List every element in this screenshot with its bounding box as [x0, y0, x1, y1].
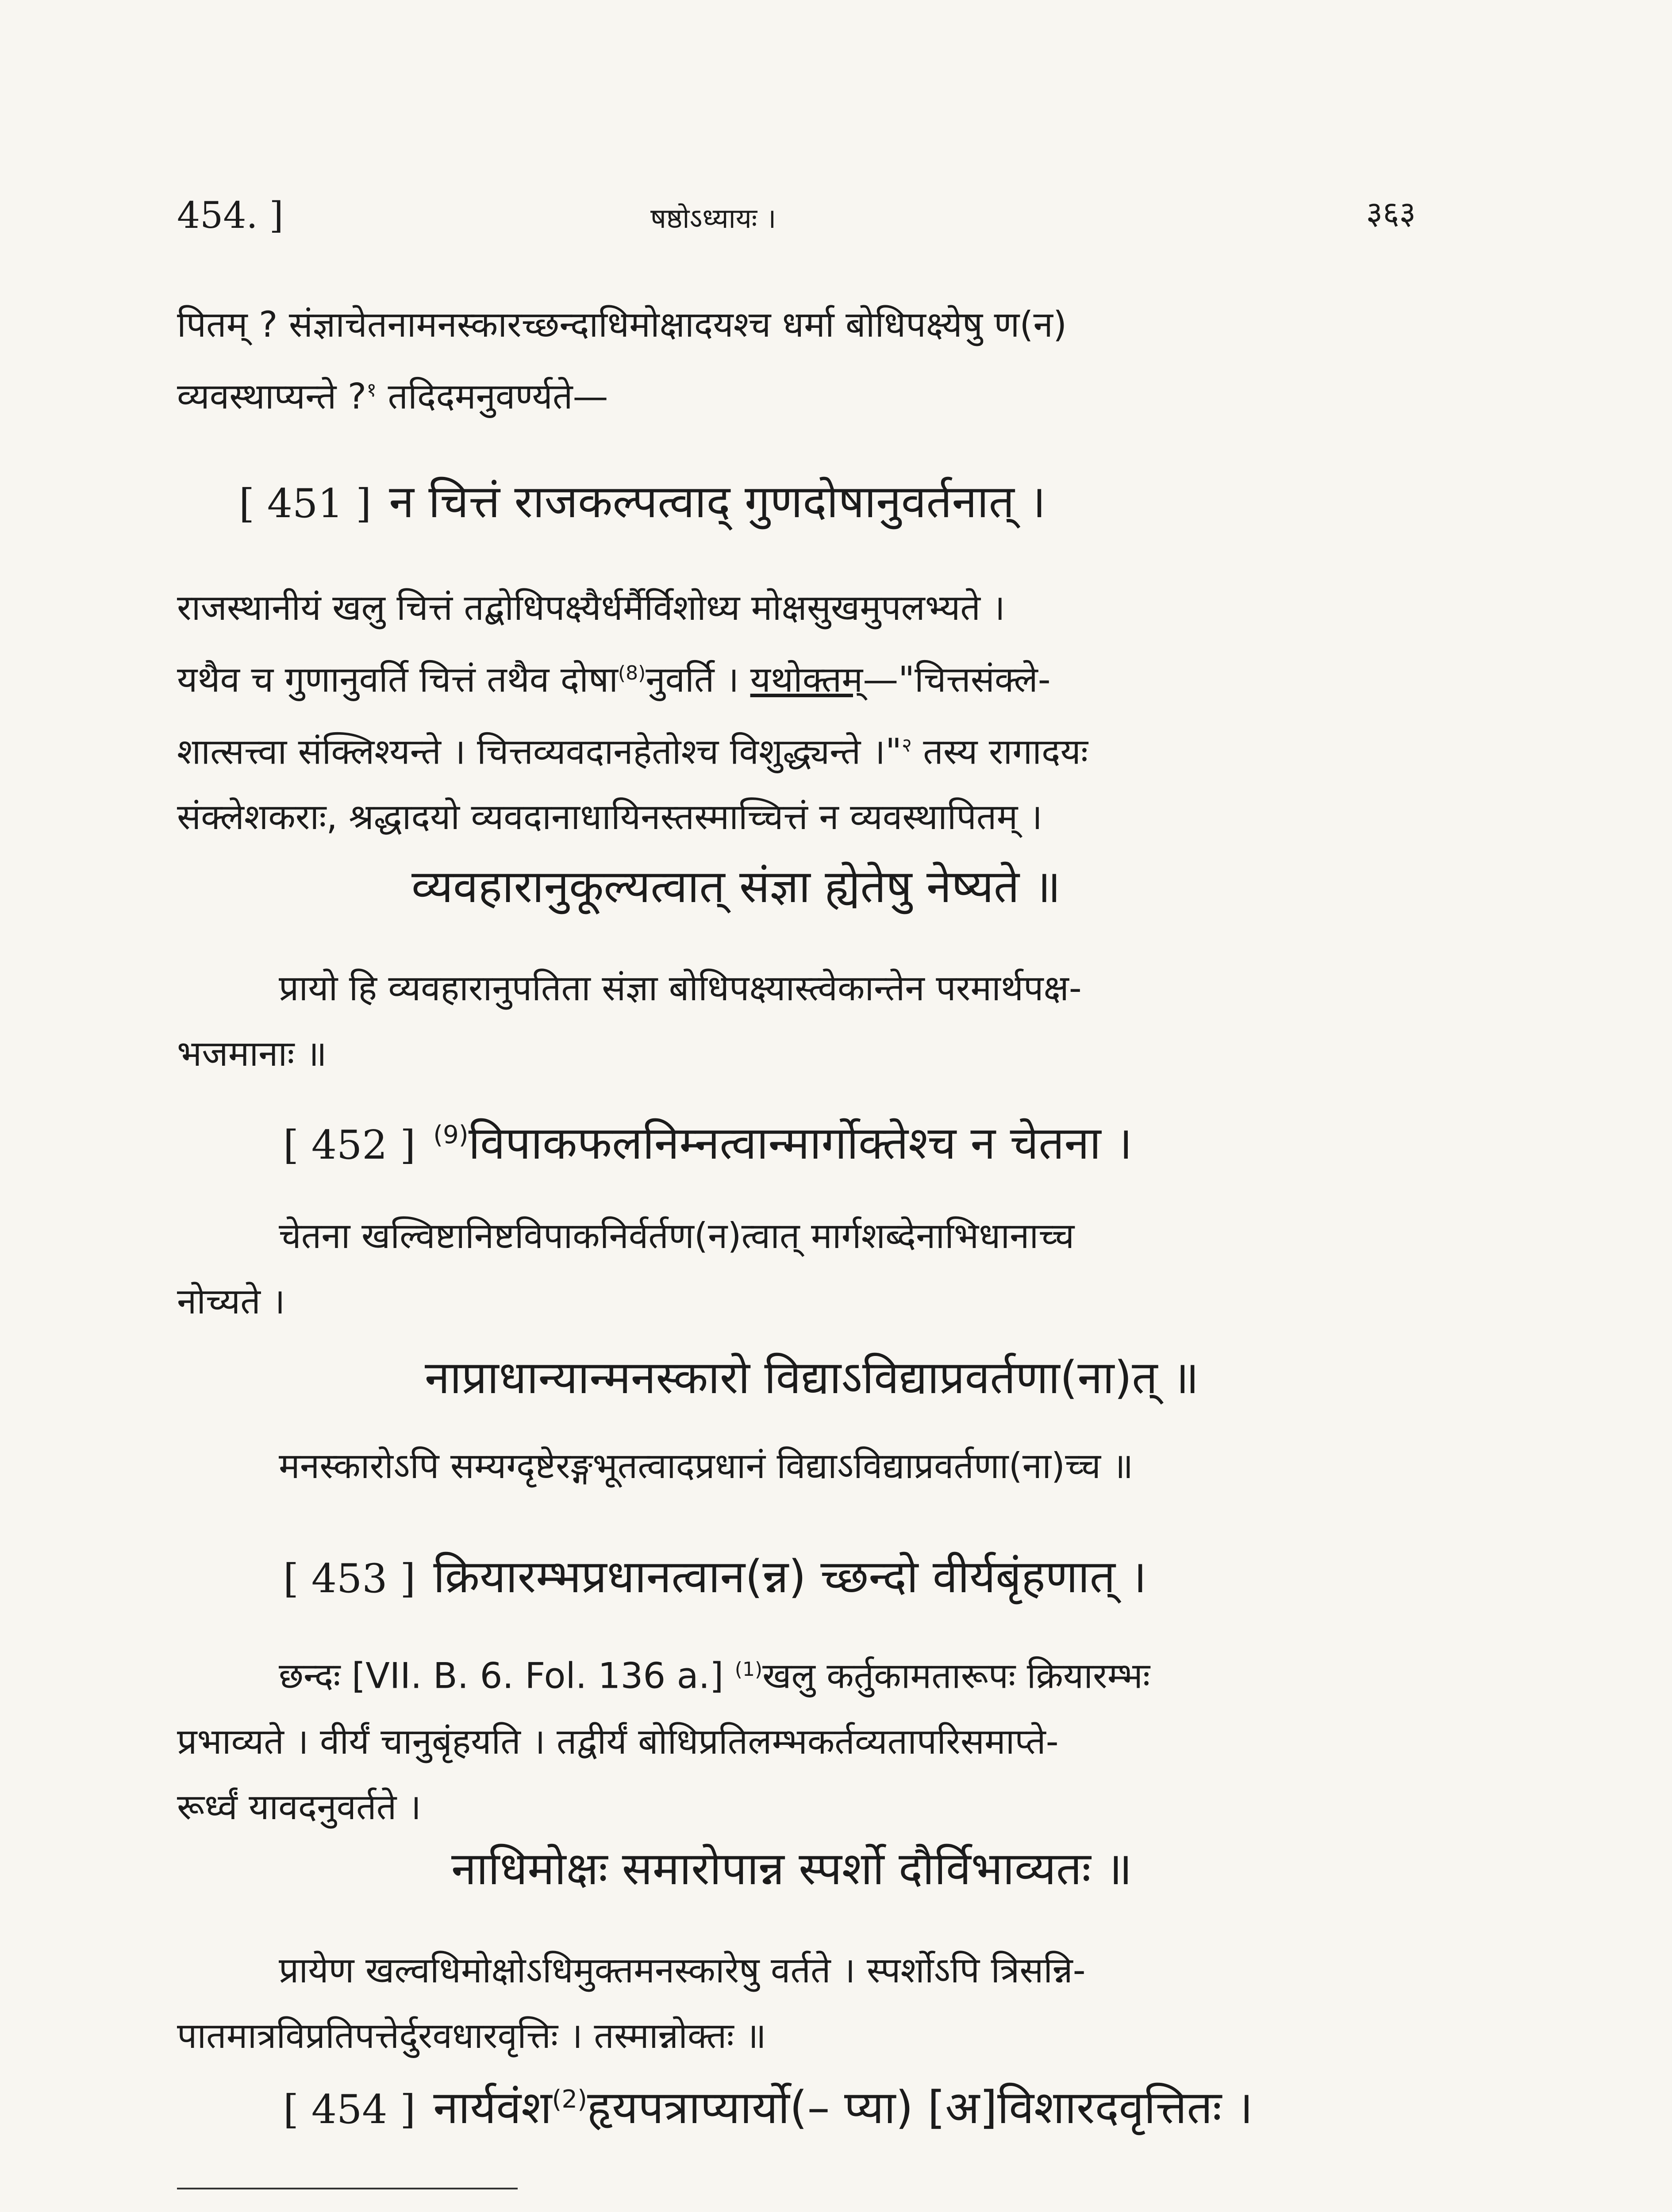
verse-454: [283, 2075, 1253, 2136]
verse-supplement-2: [425, 1345, 1199, 1406]
text-span: शात्सत्त्वा संक्लिश्यन्ते । चित्तव्यवदानहेतोश्च विशुद्ध्यन्ते ।": [177, 731, 902, 772]
text-span: —"चित्तसंक्ले-: [863, 659, 1051, 700]
verse-supplement-3: [451, 1836, 1132, 1897]
text-span: तस्य रागादयः: [911, 731, 1088, 772]
verse-451: [239, 469, 1046, 530]
footnote-ref: १: [366, 379, 377, 401]
verse-text: विपाकफलनिम्नत्वान्मार्गोक्तेश्च न चेतना ।: [468, 1117, 1133, 1170]
text-line: चेतना खल्विष्टानिष्टविपाकनिर्वर्तण(न)त्वात् मार्गशब्देनाभिधानाच्च: [279, 1215, 1075, 1256]
text-span: नुवर्ति ।: [646, 659, 750, 700]
text-line: पातमात्रविप्रतिपत्तेर्दुरवधारवृत्तिः । तस्मान्नोक्तः ॥: [177, 2015, 766, 2056]
footnote-ref: (9): [433, 1121, 469, 1149]
commentary-452: [177, 1203, 1425, 1334]
commentary-supplement-1: [177, 956, 1425, 1087]
text-line: संक्लेशकराः, श्रद्धादयो व्यवदानाधायिनस्तस्माच्चित्तं न व्यवस्थापितम् ।: [177, 796, 1043, 838]
text-line: रूर्ध्वं यावदनुवर्तते ।: [177, 1786, 422, 1828]
footnote-divider: [177, 2188, 518, 2189]
text-span: तदिदमनुवर्ण्यते—: [377, 376, 608, 417]
text-span: छन्दः [VII. B. 6. Fol. 136 a.]: [279, 1655, 735, 1697]
text-line: प्रभाव्यते । वीर्यं चानुबृंहयति । तद्वीर्यं बोधिप्रतिलम्भकर्तव्यतापरिसमाप्ते-: [177, 1720, 1059, 1762]
footnote-ref: (2): [552, 2085, 587, 2114]
underlined-text: यथोक्तम्: [750, 659, 863, 700]
text-line: प्रायो हि व्यवहारानुपतिता संज्ञा बोधिपक्ष्यास्त्वेकान्तेन परमार्थपक्ष-: [279, 968, 1082, 1009]
section-number: 454. ]: [177, 195, 284, 237]
verse-text: न चित्तं राजकल्पत्वाद् गुणदोषानुवर्तनात् ।: [389, 476, 1046, 528]
footnote-ref: (8): [618, 662, 646, 684]
text-span: यथैव च गुणानुवर्ति चित्तं तथैव दोषा: [177, 659, 618, 700]
text-line: पितम् ? संज्ञाचेतनामनस्कारच्छन्दाधिमोक्षादयश्च धर्मा बोधिपक्ष्येषु ण(न): [177, 304, 1067, 345]
text-line: प्रायेण खल्वधिमोक्षोऽधिमुक्तमनस्कारेषु वर्तते । स्पर्शोऽपि त्रिसन्नि-: [279, 1950, 1086, 1991]
text-line: [177, 713, 1425, 785]
commentary-451: [177, 575, 1425, 850]
text-line: नोच्यते ।: [177, 1281, 285, 1322]
verse-text: नार्यवंश: [433, 2081, 552, 2134]
page-number: ३६३: [1366, 194, 1416, 231]
intro-paragraph: [177, 292, 1425, 430]
chapter-title: षष्ठोऽध्यायः ।: [650, 202, 776, 234]
footnote-ref: २: [901, 733, 912, 757]
verse-453: [283, 1544, 1147, 1605]
text-line: [177, 641, 1425, 713]
text-line: [177, 1637, 1425, 1709]
verse-text: क्रियारम्भप्रधानत्वान(न्न) च्छन्दो वीर्यबृंहणात् ।: [433, 1551, 1147, 1603]
text-span: खलु कर्तुकामतारूपः क्रियारम्भः: [762, 1655, 1150, 1697]
commentary-453: [177, 1637, 1425, 1840]
verse-number: [ 452 ]: [283, 1122, 416, 1168]
verse-text: व्यवहारानुकूल्यत्वात् संज्ञा ह्येतेषु नेष्यते ॥: [411, 860, 1061, 913]
footnote-1: [301, 2208, 1213, 2212]
verse-text: हृयपत्राप्यार्यो(– प्या) [अ]विशारदवृत्तितः ।: [587, 2081, 1253, 2134]
text-line: मनस्कारोऽपि सम्यग्दृष्टेरङ्गभूतत्वादप्रधानं विद्याऽविद्याप्रवर्तणा(ना)च्च ॥: [279, 1445, 1134, 1486]
verse-supplement-1: [411, 854, 1061, 915]
text-line: भजमानाः ॥: [177, 1033, 327, 1074]
verse-number: [ 451 ]: [239, 480, 372, 527]
verse-452: [283, 1110, 1133, 1172]
verse-number: [ 454 ]: [283, 2086, 416, 2133]
page-header: [177, 195, 1416, 257]
text-line: राजस्थानीयं खलु चित्तं तद्बोधिपक्ष्यैर्धर्मैर्विशोध्य मोक्षसुखमुपलभ्यते ।: [177, 587, 1005, 628]
verse-number: [ 453 ]: [283, 1555, 416, 1602]
text-span: व्यवस्थाप्यन्ते ?: [177, 376, 367, 417]
verse-text: नाप्राधान्यान्मनस्कारो विद्याऽविद्याप्रवर्तणा(ना)त् ॥: [425, 1352, 1199, 1404]
footnote-ref: (1): [734, 1658, 763, 1681]
text-line: [177, 357, 1425, 430]
verse-text: नाधिमोक्षः समारोपान्न स्पर्शो दौर्विभाव्यतः ॥: [451, 1843, 1133, 1895]
commentary-supplement-3: [177, 1938, 1425, 2069]
commentary-supplement-2: [177, 1433, 1425, 1499]
